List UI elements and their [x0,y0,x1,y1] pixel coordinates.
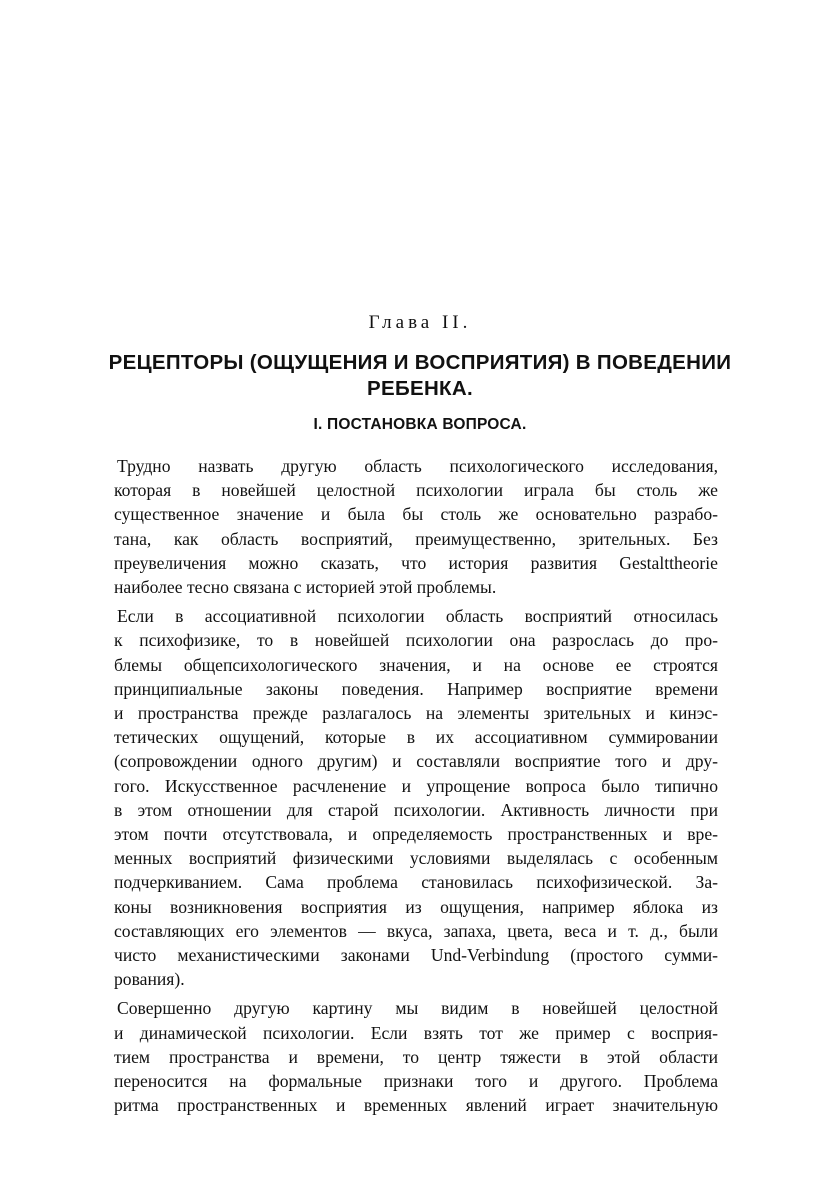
text-line: наиболее тесно связана с историей этой проблемы. [114,577,497,598]
text-line: рования). [114,969,185,990]
text-line: переносится на формальные признаки того и другого. Проблема [114,1071,718,1092]
text-line: (сопровождении одного другим) и составляли восприятие того и дру- [114,751,718,772]
text-line: тетических ощущений, которые в их ассоциативном суммировании [114,727,718,748]
text-line: Если в ассоциативной психологии область восприятий относилась [117,606,718,627]
paragraph-2 [114,604,718,991]
chapter-title [60,350,780,402]
text-line: и пространства прежде разлагалось на элементы зрительных и кинэс- [114,703,718,724]
text-line: гого. Искусственное расчленение и упрощение вопроса было типично [114,775,718,796]
text-line: Совершенно другую картину мы видим в новейшей целостной [117,998,718,1019]
text-line: в этом отношении для старой психологии. Активность личности при [114,799,718,820]
text-line: составляющих его элементов — вкуса, запаха, цвета, веса и т. д., были [114,920,718,941]
section-title: I. ПОСТАНОВКА ВОПРОСА. [313,416,527,433]
text-line: менных восприятий физическими условиями выделялась с особенным [114,848,718,869]
text-line: этом почти отсутствовала, и определяемость пространственных и вре- [114,824,718,845]
text-line: которая в новейшей целостной психологии играла бы столь же [114,480,718,501]
text-line: принципиальные законы поведения. Например восприятие времени [114,678,718,699]
text-line: к психофизике, то в новейшей психологии она разрослась до про- [114,630,718,651]
text-line: тием пространства и времени, то центр тяжести в этой области [114,1046,718,1067]
text-line: и динамической психологии. Если взять тот же пример с восприя- [114,1022,718,1043]
text-line: коны возникновения восприятия из ощущения, например яблока из [114,896,718,917]
text-line: чисто механистическими законами Und-Verbindung (простого сумми- [114,945,718,966]
paragraph-3 [114,996,718,1117]
text-line: тана, как область восприятий, преимущественно, зрительных. Без [114,528,718,549]
text-line: ритма пространственных и временных явлений играет значительную [114,1095,718,1116]
text-line: блемы общепсихологического значения, и на основе ее строятся [114,654,718,675]
chapter-label: Глава II. [368,312,472,333]
chapter-title-line-1: РЕЦЕПТОРЫ (ОЩУЩЕНИЯ И ВОСПРИЯТИЯ) В ПОВЕДЕНИИ [108,351,732,374]
text-line: Трудно назвать другую область психологического исследования, [117,456,718,476]
text-line: преувеличения можно сказать, что история развития Gestalttheorie [114,552,718,573]
paragraph-1 [114,454,718,599]
text-line: подчеркиванием. Сама проблема становилась психофизической. За- [114,872,718,893]
body-text [114,454,718,1122]
chapter-title-line-2: РЕБЕНКА. [367,377,473,400]
text-line: существенное значение и была бы столь же основательно разрабо- [114,504,718,525]
